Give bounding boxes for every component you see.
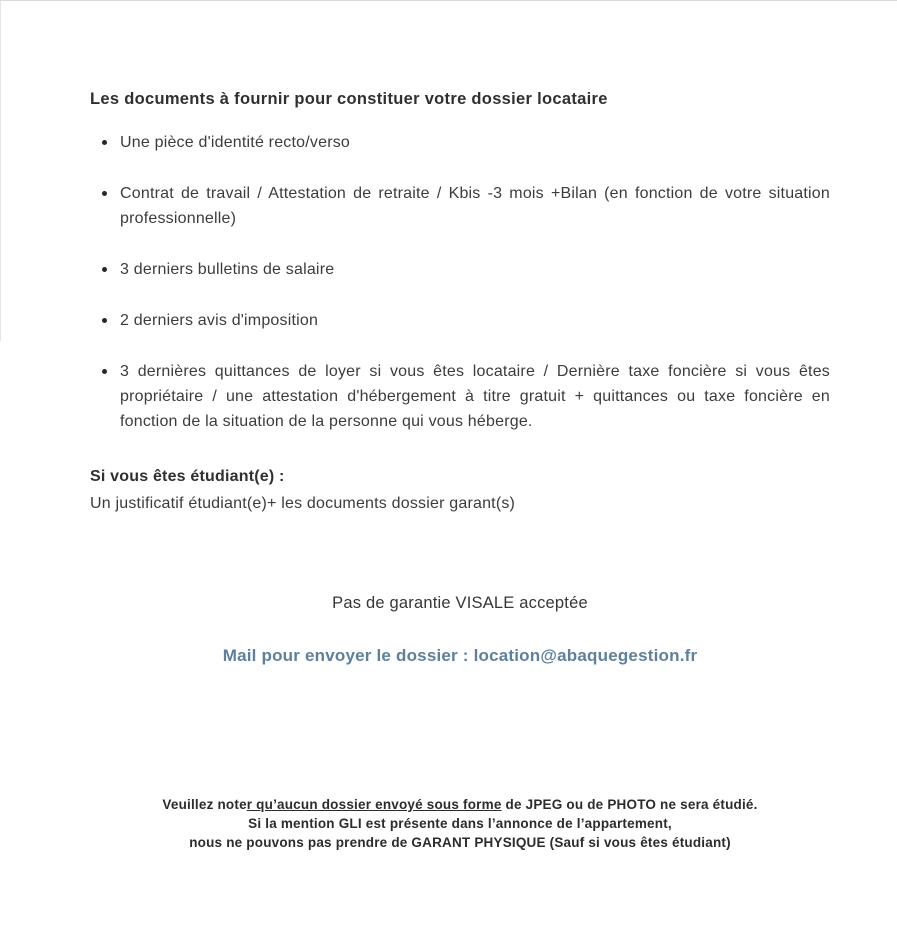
bullet-icon [102, 267, 107, 272]
bullet-icon [102, 191, 107, 196]
visale-note: Pas de garantie VISALE acceptée [332, 594, 588, 612]
document-page [0, 1, 897, 852]
required-documents-list [90, 130, 830, 434]
footer-disclaimer [90, 795, 830, 852]
bullet-icon [102, 140, 107, 145]
mail-instruction: Mail pour envoyer le dossier : location@abaquegestion.fr [222, 646, 698, 665]
footer-line-1-suffix: de JPEG ou de PHOTO ne sera étudié. [501, 797, 758, 812]
student-body: Un justificatif étudiant(e)+ les documents dossier garant(s) [90, 495, 516, 512]
footer-line-1-underlined: r qu’aucun dossier envoyé sous forme [246, 797, 502, 812]
bullet-icon [102, 369, 107, 374]
bullet-icon [102, 318, 107, 323]
student-heading: Si vous êtes étudiant(e) : [90, 468, 285, 485]
student-section [90, 463, 830, 517]
footer-line-1 [90, 795, 830, 814]
list-item [90, 308, 830, 333]
list-item [90, 130, 830, 155]
list-item-text: 3 dernières quittances de loyer si vous êtes locataire / Dernière taxe foncière si vous êtes propriétaire / une attestation d'hébergement à titre gratuit + quittances ou taxe foncière en fonction de la situation de la personne qui vous héberge. [120, 363, 830, 430]
footer-line-2: Si la mention GLI est présente dans l’annonce de l’appartement, [248, 816, 672, 831]
list-item-text: 3 derniers bulletins de salaire [120, 261, 335, 278]
list-item [90, 359, 830, 434]
list-item-text: 2 derniers avis d'imposition [120, 312, 319, 329]
page-title: Les documents à fournir pour constituer votre dossier locataire [90, 90, 608, 108]
footer-line-3: nous ne pouvons pas prendre de GARANT PHYSIQUE (Sauf si vous êtes étudiant) [189, 835, 731, 850]
list-item [90, 257, 830, 282]
list-item-text: Une pièce d'identité recto/verso [120, 134, 351, 151]
list-item-text: Contrat de travail / Attestation de retraite / Kbis -3 mois +Bilan (en fonction de votre situation professionnelle) [120, 185, 830, 227]
page-edge-line [0, 1, 1, 341]
list-item [90, 181, 830, 231]
footer-line-1-prefix: Veuillez note [162, 797, 247, 812]
